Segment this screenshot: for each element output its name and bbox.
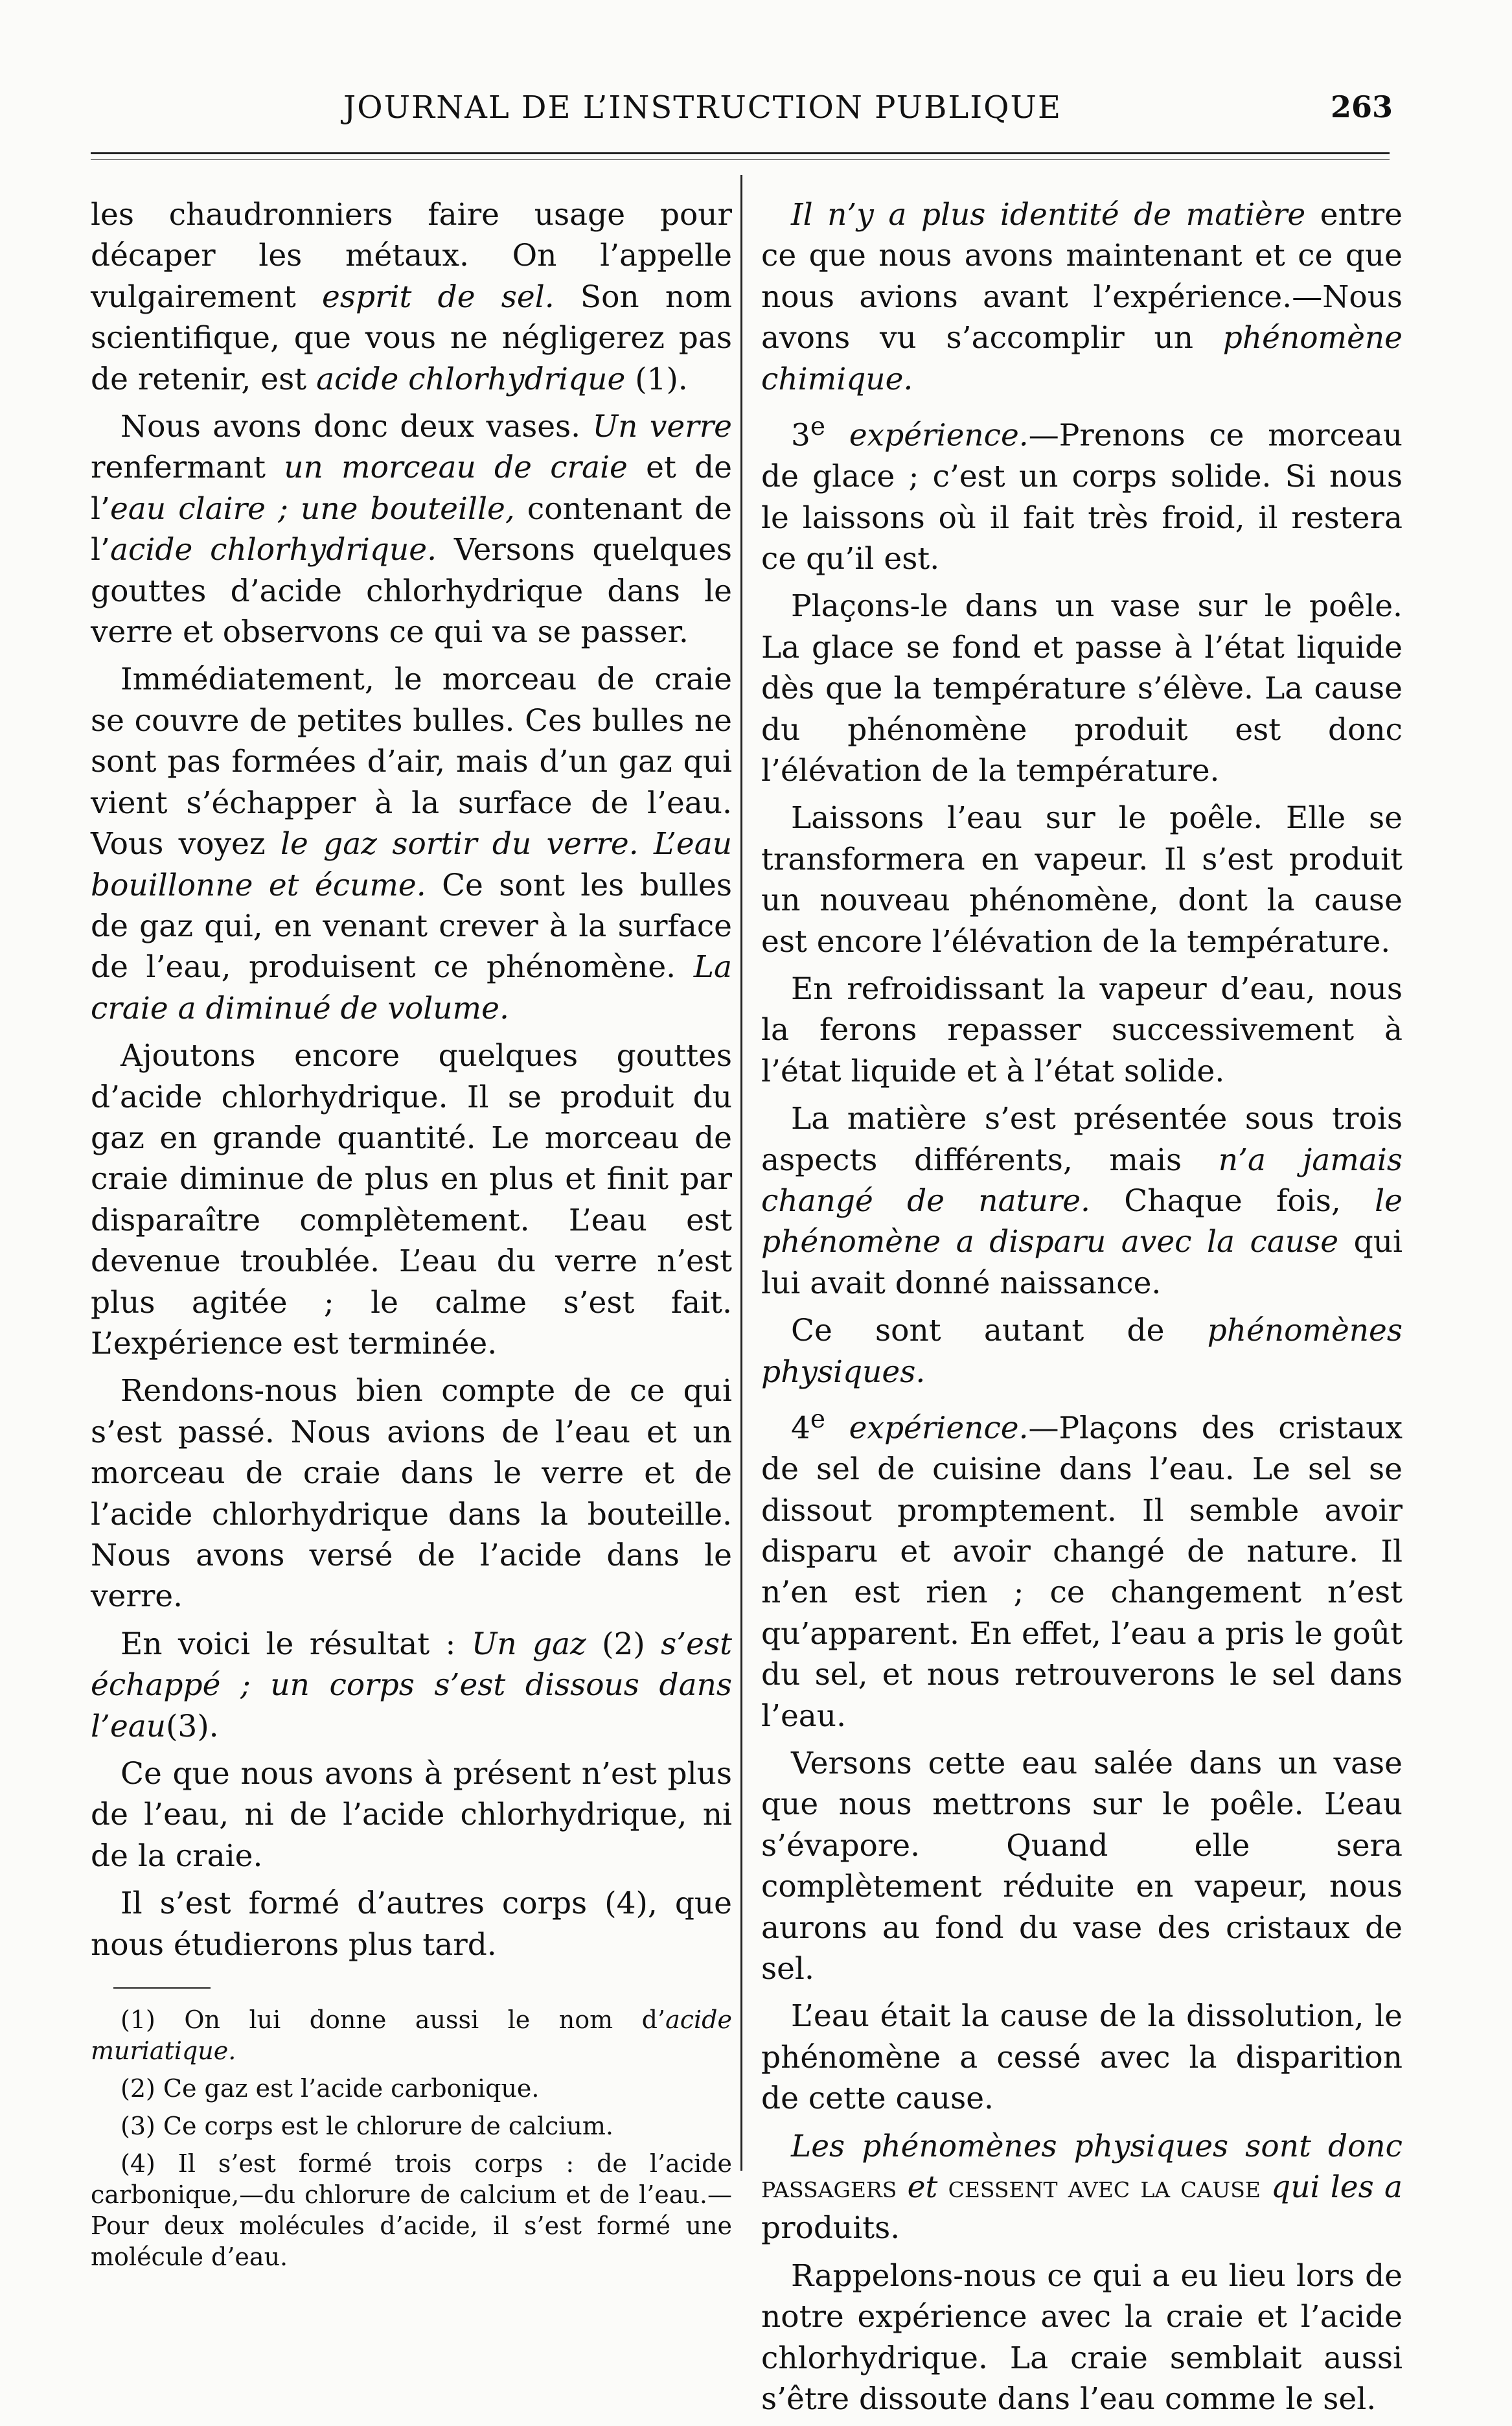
footnote: (3) Ce corps est le chlorure de calcium. <box>120 2112 614 2141</box>
paragraph: 4e expérience.—Plaçons des cristaux de sel de cuisine dans l’eau. Le sel se dissout promptement. Il semble avoir disparu et avoir changé de nature. Il n’en est rien ; ce changement n’est qu’apparent. En effet, l’eau a pris le goût du sel, et nous retrouverons le sel dans l’eau. <box>761 1405 1403 1734</box>
paragraph: les chaudronniers faire usage pour décaper les métaux. On l’appelle vulgairement esprit de sel. Son nom scientifique, que vous ne négligerez pas de retenir, est acide chlorhydrique (1). <box>91 197 732 397</box>
footnote: (1) On lui donne aussi le nom d’acide muriatique. <box>91 2005 732 2066</box>
paragraph: Il s’est formé d’autres corps (4), que nous étudierons plus tard. <box>91 1886 732 1963</box>
paragraph: Ajoutons encore quelques gouttes d’acide chlorhydrique. Il se produit du gaz en grande quantité. Le morceau de craie diminue de plus en plus et finit par disparaître complètement. L’eau est devenue troublée. L’eau du verre n’est plus agitée ; le calme s’est fait. L’expérience est terminée. <box>91 1038 732 1361</box>
footnote: (2) Ce gaz est l’acide carbonique. <box>120 2074 540 2103</box>
left-column <box>91 194 732 2279</box>
footnote-rule <box>113 1987 211 1989</box>
header-rule-thin <box>91 159 1390 160</box>
page-number: 263 <box>1330 89 1393 124</box>
footnote: (4) Il s’est formé trois corps : de l’acide carbonique,—du chlorure de calcium et de l’eau.—Pour deux molécules d’acide, il s’est formé une molécule d’eau. <box>91 2149 732 2272</box>
paragraph: Laissons l’eau sur le poêle. Elle se transformera en vapeur. Il s’est produit un nouveau phénomène, dont la cause est encore l’élévation de la température. <box>761 800 1403 960</box>
paragraph: La matière s’est présentée sous trois aspects différents, mais n’a jamais changé de nature. Chaque fois, le phénomène a disparu avec la cause qui lui avait donné naissance. <box>761 1101 1403 1301</box>
paragraph: Rappelons-nous ce qui a eu lieu lors de notre expérience avec la craie et l’acide chlorhydrique. La craie semblait aussi s’être dissoute dans l’eau comme le sel. <box>761 2258 1403 2418</box>
paragraph: Immédiatement, le morceau de craie se couvre de petites bulles. Ces bulles ne sont pas formées d’air, mais d’un gaz qui vient s’échapper à la surface de l’eau. Vous voyez le gaz sortir du verre. L’eau bouillonne et écume. Ce sont les bulles de gaz qui, en venant crever à la surface de l’eau, produisent ce phénomène. La craie a diminué de volume. <box>91 662 732 1026</box>
paragraph: Versons cette eau salée dans un vase que nous mettrons sur le poêle. L’eau s’évapore. Quand elle sera complètement réduite en vapeur, nous aurons au fond du vase des cristaux de sel. <box>761 1745 1403 1987</box>
page-header <box>84 83 1393 128</box>
paragraph: Ce sont autant de phénomènes physiques. <box>761 1313 1403 1390</box>
right-column <box>761 194 1403 2426</box>
paragraph: Il n’y a plus identité de matière entre ce que nous avons maintenant et ce que nous avions avant l’expérience.—Nous avons vu s’accomplir un phénomène chimique. <box>761 197 1403 397</box>
column-divider <box>740 175 742 2171</box>
paragraph: Ce que nous avons à présent n’est plus de l’eau, ni de l’acide chlorhydrique, ni de la craie. <box>91 1756 732 1874</box>
paragraph: Les phénomènes physiques sont donc passagers et cessent avec la cause qui les a produits. <box>761 2128 1403 2247</box>
paragraph: 3e expérience.—Prenons ce morceau de glace ; c’est un corps solide. Si nous le laissons où il fait très froid, il restera ce qu’il est. <box>761 412 1403 577</box>
paragraph: L’eau était la cause de la dissolution, le phénomène a cessé avec la disparition de cette cause. <box>761 1998 1403 2117</box>
paragraph: Plaçons-le dans un vase sur le poêle. La glace se fond et passe à l’état liquide dès que la température s’élève. La cause du phénomène produit est donc l’élévation de la température. <box>761 588 1403 789</box>
running-title: JOURNAL DE L’INSTRUCTION PUBLIQUE <box>343 89 1062 126</box>
paragraph: En voici le résultat : Un gaz (2) s’est échappé ; un corps s’est dissous dans l’eau(3). <box>91 1626 732 1744</box>
paragraph: En refroidissant la vapeur d’eau, nous la ferons repasser successivement à l’état liquide et à l’état solide. <box>761 971 1403 1089</box>
header-rule <box>91 152 1390 154</box>
paragraph: Rendons-nous bien compte de ce qui s’est passé. Nous avions de l’eau et un morceau de craie dans le verre et de l’acide chlorhydrique dans la bouteille. Nous avons versé de l’acide dans le verre. <box>91 1373 732 1615</box>
paragraph: Nous avons donc deux vases. Un verre renfermant un morceau de craie et de l’eau claire ; une bouteille, contenant de l’acide chlorhydrique. Versons quelques gouttes d’acide chlorhydrique dans le verre et observons ce qui va se passer. <box>91 409 732 651</box>
footnotes <box>91 2004 732 2272</box>
